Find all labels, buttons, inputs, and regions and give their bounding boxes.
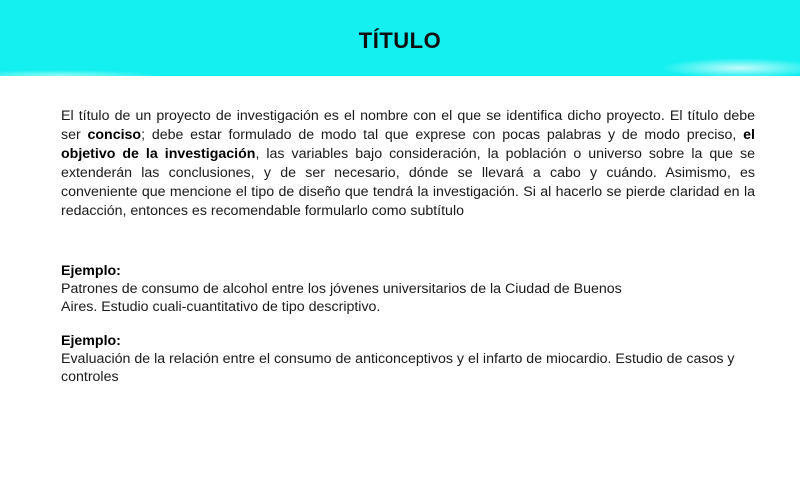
example-text: Evaluación de la relación entre el consumo de anticonceptivos y el infarto de miocardio. Estudio de casos y controles [61,351,735,385]
example-text: Patrones de consumo de alcohol entre los jóvenes universitarios de la Ciudad de Buenos Aires. Estudio cuali-cuantitativo de tipo descriptivo. [61,281,622,315]
example-label: Ejemplo: [61,333,121,349]
intro-paragraph [61,107,755,221]
intro-text-3: , las variables bajo consideración, la población o universo sobre la que se extenderán las conclusiones, y de ser necesario, dónde se llevará a cabo y cuándo. Asimismo, es conveniente que mencione el tipo de diseño que tendrá la investigación. Si al hacerlo se pierde claridad en la redacción, entonces es recomendable formularlo como subtítulo [61,146,756,219]
header-glow-decoration-left [0,70,160,76]
example-block-2 [61,332,761,386]
intro-text-1: El título de un proyecto de investigación es el nombre con el que se identifica dicho proyecto. El título debe ser [61,108,755,143]
example-block-1 [61,262,661,316]
header-band [0,0,800,76]
header-glow-decoration [660,58,800,76]
intro-bold-objective: el objetivo de la investigación [61,127,755,162]
page-title: TÍTULO [358,28,442,53]
intro-text-2: ; debe estar formulado de modo tal que exprese con pocas palabras y de modo preciso, [141,127,744,143]
example-label: Ejemplo: [61,263,121,279]
intro-bold-concise: conciso [87,127,142,143]
